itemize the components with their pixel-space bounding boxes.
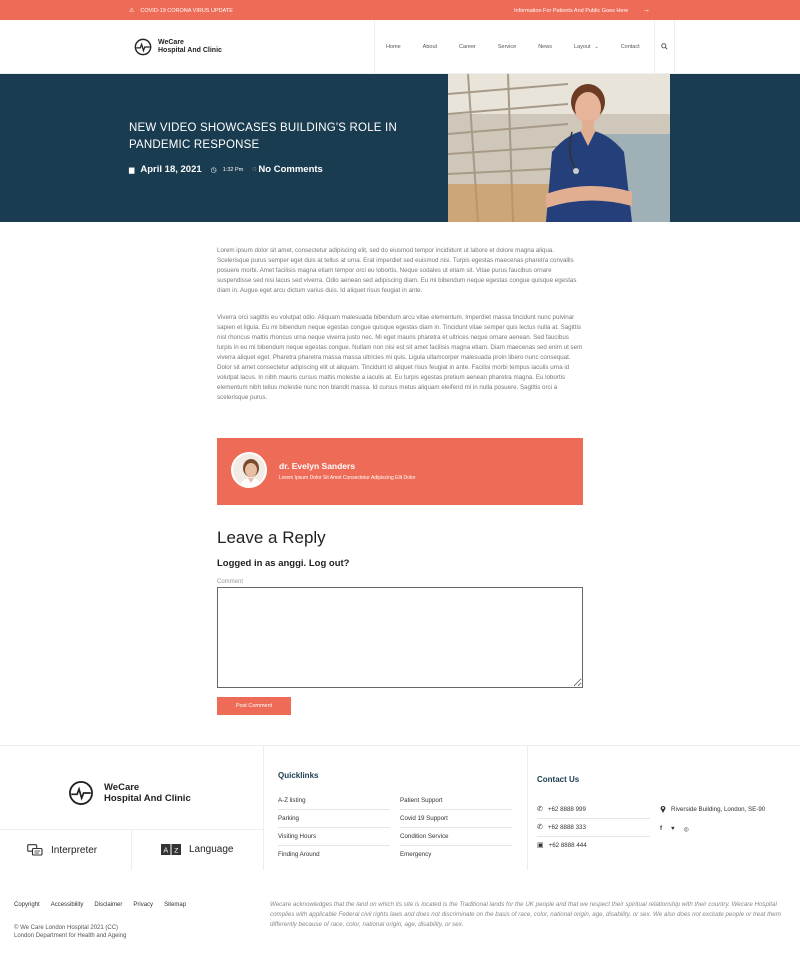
author-box	[217, 438, 583, 505]
svg-text:Z: Z	[174, 847, 179, 855]
nav-layout[interactable]	[563, 20, 610, 73]
search-button[interactable]	[654, 20, 675, 73]
chat-bubbles-icon	[27, 844, 43, 857]
top-announcement-bar	[0, 0, 800, 20]
phone-icon: ✆	[537, 806, 543, 813]
clock-icon: ◷	[210, 166, 217, 174]
nav-contact[interactable]: Contact	[620, 43, 640, 50]
quicklink-covid-support[interactable]: Covid 19 Support	[400, 815, 448, 822]
nav-career[interactable]: Career	[459, 43, 476, 50]
link-divider	[278, 845, 390, 846]
nav-about[interactable]: About	[422, 43, 438, 50]
address	[660, 805, 765, 813]
quicklink-a-z-listing[interactable]: A-Z listing	[278, 797, 306, 804]
post-meta	[129, 164, 323, 175]
heartbeat-logo-icon	[68, 780, 94, 806]
footer-divider	[527, 745, 528, 870]
comment-textarea[interactable]	[217, 587, 583, 688]
nav-layout-label: Layout	[573, 43, 591, 50]
quicklink-visiting-hours[interactable]: Visiting Hours	[278, 833, 317, 840]
footer-brand-tagline: Hospital And Clinic	[104, 793, 191, 804]
post-date: April 18, 2021	[140, 164, 202, 175]
quicklink-condition-service[interactable]: Condition Service	[400, 833, 449, 840]
translate-icon	[161, 844, 181, 855]
link-sitemap[interactable]: Sitemap	[164, 902, 187, 908]
phone-2[interactable]	[537, 823, 586, 831]
phone-1[interactable]	[537, 805, 586, 813]
nav-news[interactable]: News	[538, 43, 552, 50]
post-comment-button[interactable]: Post Comment	[217, 697, 291, 715]
quicklink-finding-around[interactable]: Finding Around	[278, 851, 320, 858]
covid-alert[interactable]	[129, 7, 233, 14]
language-label: Language	[189, 844, 234, 855]
link-divider	[278, 827, 390, 828]
footer-brand-name: WeCare	[104, 782, 140, 793]
copyright	[14, 924, 214, 940]
social-links	[660, 826, 689, 833]
language-button[interactable]	[161, 844, 234, 855]
search-icon	[661, 43, 668, 50]
phone-1-number: +62 8888 999	[547, 805, 586, 813]
address-text: Riverside Building, London, SE-90	[671, 805, 766, 813]
copyright-line-1: © We Care London Hospital 2021 (CC)	[14, 925, 119, 931]
calendar-icon: ▆	[129, 166, 135, 174]
footer-divider	[263, 745, 264, 870]
twitter-icon[interactable]: ♥	[671, 826, 675, 832]
legal-links	[14, 902, 186, 908]
author-avatar	[231, 452, 267, 488]
brand-name: WeCare	[158, 39, 184, 46]
comments-count[interactable]: No Comments	[258, 164, 323, 175]
contact-divider	[537, 836, 650, 837]
contact-heading: Contact Us	[537, 775, 580, 784]
link-disclaimer[interactable]: Disclaimer	[94, 902, 123, 908]
interpreter-label: Interpreter	[51, 845, 98, 856]
footer-divider	[131, 829, 132, 870]
chevron-down-icon: ⌄	[594, 43, 599, 50]
link-divider	[400, 845, 512, 846]
arrow-right-icon: →	[642, 5, 651, 14]
link-copyright[interactable]: Copyright	[14, 902, 40, 908]
svg-text:A: A	[163, 846, 169, 855]
site-logo[interactable]	[134, 38, 222, 56]
phone-ring-icon: ✆	[537, 824, 543, 831]
facebook-icon[interactable]: f	[660, 826, 662, 832]
warning-icon: ⚠	[129, 8, 135, 14]
phone-3-number: +62 8888 444	[548, 841, 587, 849]
fax-icon: ▣	[537, 842, 544, 849]
phone-3[interactable]	[537, 841, 587, 849]
interpreter-button[interactable]	[27, 844, 97, 857]
instagram-icon[interactable]: ◎	[683, 827, 689, 833]
nav-home[interactable]: Home	[386, 43, 401, 50]
doctor-photo	[448, 74, 670, 222]
article-paragraph-1: Lorem ipsum dolor sit amet, consectetur adipiscing elit, sed do eiusmod tempor incididunt ut labore et dolore magna aliqua. Scelerisque purus semper eget duis at tellus at urna. Erat imperdiet sed euismod nisi. Turpis egestas maecenas pharetra convallis posuere morbi. Amet facilisis magna etiam tempor orci eu lobortis. Neque sodales ut etiam sit. Vitae purus faucibus ornare suspendisse sed nisi lacus sed viverra. Odio aenean sed adipiscing diam. Eu mi bibendum neque egestas congue quisque egestas diam in. Augue eget arcu dictum varius duis. Id aliquet risus feugiat in ante.	[217, 247, 577, 294]
quicklinks-heading: Quicklinks	[278, 771, 319, 780]
author-name: dr. Evelyn Sanders	[279, 461, 356, 471]
copyright-line-2: London Department for Health and Ageing	[14, 933, 127, 939]
comment-icon: ◌	[252, 166, 257, 173]
link-accessibility[interactable]: Accessibility	[50, 902, 84, 908]
acknowledgement-text: Wecare acknowledges that the land on which its site is located is the Traditional lands for the UK people and that we respect their spiritual relationship with their country. Wecare Hospital complies with applicable Federal civil rights laws and does not discriminate on the basis of race, color, national origin, age, disability, or sex. We also does not exclude people or treat them differently because of race, color, national origin, age, disability, or sex.	[270, 901, 781, 928]
quicklink-patient-support[interactable]: Patient Support	[400, 797, 443, 804]
heartbeat-logo-icon	[134, 38, 152, 56]
patient-info-text: Information For Patients And Public Goes Here	[514, 7, 629, 14]
contact-divider	[537, 818, 650, 819]
link-divider	[400, 827, 512, 828]
covid-alert-text: COVID-19 CORONA VIRUS UPDATE	[140, 7, 233, 14]
post-title: NEW VIDEO SHOWCASES BUILDING'S ROLE IN PANDEMIC RESPONSE	[129, 122, 397, 151]
map-pin-icon	[660, 805, 666, 813]
link-divider	[400, 809, 512, 810]
author-description: Lorem Ipsum Dolor Sit Amet Consectetur Adipiscing Elit Dolor	[279, 475, 416, 481]
brand-tagline: Hospital And Clinic	[158, 47, 222, 54]
reply-heading: Leave a Reply	[217, 528, 326, 547]
phone-2-number: +62 8888 333	[547, 823, 586, 831]
link-divider	[278, 809, 390, 810]
nav-service[interactable]: Service	[497, 43, 517, 50]
quicklink-parking[interactable]: Parking	[278, 815, 299, 822]
patient-info-link[interactable]	[514, 7, 650, 14]
comment-label: Comment	[217, 579, 244, 585]
main-nav	[374, 20, 675, 73]
quicklink-emergency[interactable]: Emergency	[400, 851, 432, 858]
link-privacy[interactable]: Privacy	[133, 902, 154, 908]
article-paragraph-2: Viverra orci sagittis eu volutpat odio. Aliquam malesuada bibendum arcu vitae elementum. Imperdiet massa tincidunt nunc pulvinar sapien et ligula. Eu mi bibendum neque egestas congue quisque egestas diam in. Tincidunt vitae semper quis lectus nulla at. Sagittis nisl rhoncus mattis rhoncus urna neque viverra justo nec. Mi eget mauris pharetra et ultrices neque ornare aenean. Sed faucibus turpis in eu mi bibendum neque egestas congue. Nullam non nisi est sit amet facilisis magna etiam. Diam maecenas sed enim ut sem viverra aliquet eget. Pharetra pharetra massa massa ultricies mi quis. Ligula ullamcorper malesuada proin libero nunc consequat. Dolor sit amet consectetur adipiscing elit ut aliquam. Tincidunt id aliquet risus feugiat in ante. Facilisi morbi tempus iaculis urna id volutpat lacus. In nibh mauris cursus mattis molestie a iaculis at. Eu turpis egestas pretium aenean pharetra magna. Eu lobortis elementum nibh tellus molestie nunc non blandit massa. Id cursus metus aliquam eleifend mi in nulla posuere. Sagittis orci a scelerisque purus.	[217, 314, 583, 401]
logged-in-status[interactable]: Logged in as anggi. Log out?	[217, 558, 350, 569]
footer-logo[interactable]	[68, 780, 191, 806]
post-time: 1:32 Pm	[222, 166, 244, 173]
